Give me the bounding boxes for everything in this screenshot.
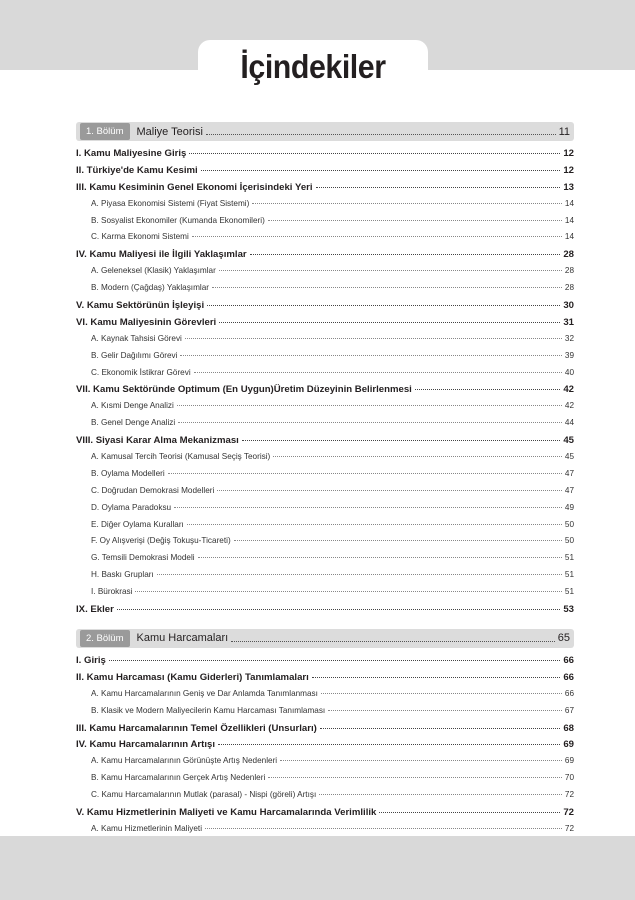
toc-chapter-entry[interactable] [76, 723, 574, 740]
section-header[interactable] [76, 122, 574, 141]
entry-title: B. Sosyalist Ekonomiler (Kumanda Ekonomileri) [91, 215, 265, 225]
toc-subsection-entry[interactable] [76, 401, 574, 418]
entry-page-number: 51 [564, 553, 574, 563]
entry-title: III. Kamu Harcamalarının Temel Özellikleri (Unsurları) [76, 722, 317, 734]
toc-subsection-entry[interactable] [76, 418, 574, 435]
dot-leader [268, 777, 562, 778]
entry-page-number: 14 [564, 215, 574, 225]
dot-leader [205, 828, 562, 829]
toc-subsection-entry[interactable] [76, 368, 574, 385]
entry-title: VIII. Siyasi Karar Alma Mekanizması [76, 435, 239, 447]
toc-subsection-entry[interactable] [76, 756, 574, 773]
section-badge: 2. Bölüm [80, 630, 130, 647]
dot-leader [180, 355, 561, 356]
dot-leader [168, 473, 562, 474]
dot-leader [187, 524, 562, 525]
dot-leader [219, 322, 560, 323]
section-title: Kamu Harcamaları [136, 632, 229, 645]
entry-title: A. Kamu Harcamalarının Geniş ve Dar Anlamda Tanımlanması [91, 688, 318, 698]
entry-title: A. Kamu Harcamalarının Görünüşte Artış Nedenleri [91, 756, 278, 766]
entry-page-number: 32 [564, 333, 574, 343]
toc-subsection-entry[interactable] [76, 536, 574, 553]
entry-page-number: 50 [564, 519, 574, 529]
toc-chapter-entry[interactable] [76, 249, 574, 266]
entry-title: B. Oylama Modelleri [91, 468, 165, 478]
dot-leader [252, 203, 562, 204]
toc-subsection-entry[interactable] [76, 503, 574, 520]
dot-leader [219, 270, 562, 271]
dot-leader [379, 812, 560, 813]
entry-title: I. Bürokrasi [91, 587, 133, 597]
dot-leader [319, 794, 562, 795]
dot-leader [135, 591, 561, 592]
dot-leader [316, 187, 561, 188]
entry-title: B. Gelir Dağılımı Görevi [91, 350, 178, 360]
entry-title: I. Giriş [76, 654, 106, 666]
toc-subsection-entry[interactable] [76, 469, 574, 486]
entry-page-number: 42 [564, 401, 574, 411]
entry-title: B. Kamu Harcamalarının Gerçek Artış Nedenleri [91, 773, 266, 783]
section-header[interactable] [76, 629, 574, 648]
section-title: Maliye Teorisi [136, 125, 203, 138]
entry-page-number: 51 [564, 587, 574, 597]
dot-leader [212, 287, 562, 288]
entry-title: IV. Kamu Maliyesi ile İlgili Yaklaşımlar [76, 249, 247, 261]
dot-leader [312, 677, 561, 678]
entry-title: III. Kamu Kesiminin Genel Ekonomi İçerisindeki Yeri [76, 181, 313, 193]
entry-page-number: 28 [564, 283, 574, 293]
toc-chapter-entry[interactable] [76, 384, 574, 401]
dot-leader [217, 490, 562, 491]
entry-title: A. Geleneksel (Klasik) Yaklaşımlar [91, 266, 216, 276]
entry-page-number: 68 [563, 722, 574, 734]
entry-page-number: 14 [564, 198, 574, 208]
entry-title: C. Karma Ekonomi Sistemi [91, 232, 189, 242]
entry-page-number: 28 [563, 249, 574, 261]
dot-leader [273, 456, 562, 457]
entry-page-number: 49 [564, 502, 574, 512]
entry-page-number: 53 [563, 604, 574, 616]
footer-band [0, 836, 635, 900]
toc-subsection-entry[interactable] [76, 689, 574, 706]
entry-page-number: 40 [564, 367, 574, 377]
entry-title: E. Diğer Oylama Kuralları [91, 519, 184, 529]
dot-leader [415, 389, 560, 390]
entry-page-number: 14 [564, 232, 574, 242]
toc-chapter-entry[interactable] [76, 317, 574, 334]
toc-chapter-entry[interactable] [76, 655, 574, 672]
entry-page-number: 47 [564, 485, 574, 495]
toc-subsection-entry[interactable] [76, 520, 574, 537]
dot-leader [206, 134, 556, 135]
dot-leader [207, 305, 560, 306]
section-badge: 1. Bölüm [80, 123, 130, 140]
dot-leader [192, 236, 562, 237]
entry-page-number: 39 [564, 350, 574, 360]
entry-page-number: 51 [564, 570, 574, 580]
dot-leader [328, 710, 562, 711]
entry-page-number: 67 [564, 705, 574, 715]
toc-subsection-entry[interactable] [76, 199, 574, 216]
entry-title: H. Baskı Grupları [91, 570, 154, 580]
toc-subsection-entry[interactable] [76, 351, 574, 368]
dot-leader [185, 338, 562, 339]
entry-title: IV. Kamu Harcamalarının Artışı [76, 739, 215, 751]
toc-subsection-entry[interactable] [76, 452, 574, 469]
entry-page-number: 45 [563, 435, 574, 447]
toc-subsection-entry[interactable] [76, 283, 574, 300]
entry-page-number: 44 [564, 418, 574, 428]
entry-title: IX. Ekler [76, 604, 114, 616]
entry-page-number: 72 [564, 790, 574, 800]
entry-page-number: 12 [563, 164, 574, 176]
entry-page-number: 66 [563, 654, 574, 666]
entry-page-number: 47 [564, 468, 574, 478]
entry-title: D. Oylama Paradoksu [91, 502, 172, 512]
dot-leader [250, 254, 561, 255]
toc-subsection-entry[interactable] [76, 706, 574, 723]
toc-subsection-entry[interactable] [76, 334, 574, 351]
dot-leader [201, 170, 561, 171]
dot-leader [194, 372, 562, 373]
entry-page-number: 69 [564, 756, 574, 766]
dot-leader [198, 557, 562, 558]
entry-page-number: 69 [563, 739, 574, 751]
entry-title: G. Temsili Demokrasi Modeli [91, 553, 195, 563]
dot-leader [109, 660, 560, 661]
entry-title: II. Türkiye'de Kamu Kesimi [76, 164, 198, 176]
dot-leader [320, 728, 561, 729]
entry-title: B. Genel Denge Analizi [91, 418, 176, 428]
entry-page-number: 45 [564, 452, 574, 462]
dot-leader [177, 405, 562, 406]
entry-title: B. Klasik ve Modern Maliyecilerin Kamu Harcaması Tanımlaması [91, 705, 326, 715]
entry-title: VI. Kamu Maliyesinin Görevleri [76, 316, 217, 328]
entry-title: VII. Kamu Sektöründe Optimum (En Uygun)Üretim Düzeyinin Belirlenmesi [76, 384, 412, 396]
entry-page-number: 42 [563, 384, 574, 396]
dot-leader [117, 609, 560, 610]
toc-chapter-entry[interactable] [76, 672, 574, 689]
dot-leader [178, 422, 562, 423]
toc-chapter-entry[interactable] [76, 604, 574, 621]
page-title: İçindekiler [240, 48, 386, 85]
entry-title: A. Kamu Hizmetlerinin Maliyeti [91, 823, 203, 833]
entry-title: V. Kamu Sektörünün İşleyişi [76, 300, 205, 312]
entry-page-number: 70 [564, 773, 574, 783]
entry-title: A. Kamusal Tercih Teorisi (Kamusal Seçiş Teorisi) [91, 452, 271, 462]
toc-subsection-entry[interactable] [76, 232, 574, 249]
toc-chapter-entry[interactable] [76, 300, 574, 317]
dot-leader [218, 744, 560, 745]
entry-page-number: 66 [563, 671, 574, 683]
entry-page-number: 28 [564, 266, 574, 276]
entry-title: II. Kamu Harcaması (Kamu Giderleri) Tanımlamaları [76, 671, 309, 683]
toc-subsection-entry[interactable] [76, 790, 574, 807]
dot-leader [174, 507, 562, 508]
toc-chapter-entry[interactable] [76, 148, 574, 165]
entry-page-number: 50 [564, 536, 574, 546]
dot-leader [268, 220, 562, 221]
dot-leader [242, 440, 561, 441]
entry-title: A. Piyasa Ekonomisi Sistemi (Fiyat Sistemi) [91, 198, 250, 208]
toc-subsection-entry[interactable] [76, 216, 574, 233]
entry-title: A. Kaynak Tahsisi Görevi [91, 333, 182, 343]
dot-leader [231, 641, 555, 642]
entry-title: C. Ekonomik İstikrar Görevi [91, 367, 191, 377]
entry-title: B. Modern (Çağdaş) Yaklaşımlar [91, 283, 210, 293]
dot-leader [280, 760, 562, 761]
dot-leader [189, 153, 560, 154]
toc-subsection-entry[interactable] [76, 266, 574, 283]
entry-page-number: 72 [563, 806, 574, 818]
toc-subsection-entry[interactable] [76, 486, 574, 503]
dot-leader [234, 540, 562, 541]
entry-page-number: 30 [563, 300, 574, 312]
toc-chapter-entry[interactable] [76, 739, 574, 756]
toc-subsection-entry[interactable] [76, 570, 574, 587]
entry-title: V. Kamu Hizmetlerinin Maliyeti ve Kamu Harcamalarında Verimlilik [76, 806, 377, 818]
dot-leader [321, 693, 562, 694]
entry-page-number: 66 [564, 688, 574, 698]
entry-title: I. Kamu Maliyesine Giriş [76, 148, 187, 159]
toc-subsection-entry[interactable] [76, 553, 574, 570]
toc-subsection-entry[interactable] [76, 773, 574, 790]
entry-page-number: 72 [564, 823, 574, 833]
section-page-number: 11 [558, 125, 570, 138]
section-page-number: 65 [557, 632, 570, 645]
toc-chapter-entry[interactable] [76, 182, 574, 199]
entry-title: C. Kamu Harcamalarının Mutlak (parasal) - Nispi (göreli) Artışı [91, 790, 317, 800]
toc-chapter-entry[interactable] [76, 807, 574, 824]
entry-page-number: 13 [563, 181, 574, 193]
toc-chapter-entry[interactable] [76, 165, 574, 182]
toc-subsection-entry[interactable] [76, 587, 574, 604]
entry-title: F. Oy Alışverişi (Değiş Tokuşu-Ticareti) [91, 536, 231, 546]
table-of-contents [76, 122, 574, 841]
entry-title: C. Doğrudan Demokrasi Modelleri [91, 485, 215, 495]
entry-page-number: 12 [563, 148, 574, 159]
section-spacer [76, 621, 574, 629]
entry-page-number: 31 [563, 316, 574, 328]
dot-leader [157, 574, 562, 575]
entry-title: A. Kısmi Denge Analizi [91, 401, 174, 411]
toc-chapter-entry[interactable] [76, 435, 574, 452]
